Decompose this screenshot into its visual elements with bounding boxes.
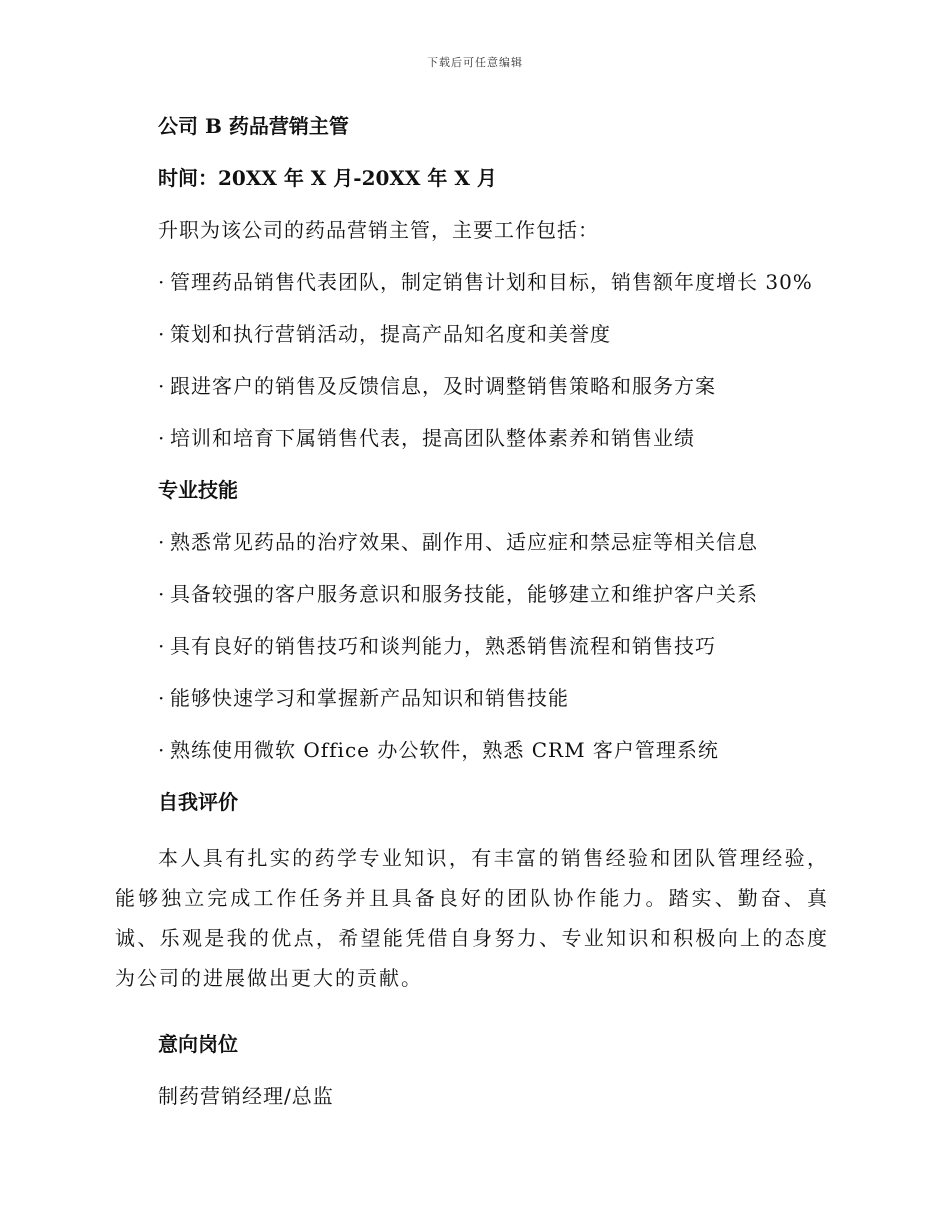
bullet-icon: · [158, 582, 166, 606]
skill-text: 具备较强的客户服务意识和服务技能，能够建立和维护客户关系 [170, 582, 758, 606]
skill-item [158, 526, 835, 558]
bullet-icon: · [158, 322, 166, 346]
duty-item [158, 318, 835, 350]
bullet-icon: · [158, 530, 166, 554]
skill-item [158, 734, 835, 766]
skills-heading: 专业技能 [158, 478, 238, 502]
skills-list [115, 526, 835, 766]
job-title: 公司 B 药品营销主管 [158, 114, 349, 138]
skill-item [158, 578, 835, 610]
skill-text: 熟悉常见药品的治疗效果、副作用、适应症和禁忌症等相关信息 [170, 530, 758, 554]
job-time: 时间：20XX 年 X 月-20XX 年 X 月 [158, 166, 497, 190]
bullet-icon: · [158, 738, 166, 762]
duty-text: 培训和培育下属销售代表，提高团队整体素养和销售业绩 [170, 426, 695, 450]
duty-item [158, 370, 835, 402]
skill-item [158, 630, 835, 662]
bullet-icon: · [158, 374, 166, 398]
duty-text: 管理药品销售代表团队，制定销售计划和目标，销售额年度增长 30% [170, 270, 813, 294]
bullet-icon: · [158, 686, 166, 710]
intended-position-heading: 意向岗位 [158, 1032, 238, 1056]
bullet-icon: · [158, 426, 166, 450]
bullet-icon: · [158, 634, 166, 658]
skill-text: 熟练使用微软 Office 办公软件，熟悉 CRM 客户管理系统 [170, 738, 719, 762]
intended-position-value: 制药营销经理/总监 [158, 1084, 334, 1108]
skill-item [158, 682, 835, 714]
duty-text: 跟进客户的销售及反馈信息，及时调整销售策略和服务方案 [170, 374, 716, 398]
duty-item [158, 422, 835, 454]
header-note: 下载后可任意编辑 [427, 56, 523, 69]
duty-text: 策划和执行营销活动，提高产品知名度和美誉度 [170, 322, 611, 346]
skill-text: 具有良好的销售技巧和谈判能力，熟悉销售流程和销售技巧 [170, 634, 716, 658]
duties-list [115, 266, 835, 454]
job-intro: 升职为该公司的药品营销主管，主要工作包括： [158, 218, 599, 242]
resume-content [115, 110, 835, 1112]
skill-text: 能够快速学习和掌握新产品知识和销售技能 [170, 686, 569, 710]
bullet-icon: · [158, 270, 166, 294]
self-evaluation-heading: 自我评价 [158, 790, 238, 814]
duty-item [158, 266, 835, 298]
self-evaluation-text: 本人具有扎实的药学专业知识，有丰富的销售经验和团队管理经验，能够独立完成工作任务并且具备良好的团队协作能力。踏实、勤奋、真诚、乐观是我的优点，希望能凭借自身努力、专业知识和积极向上的态度为公司的进展做出更大的贡献。 [115, 846, 829, 990]
